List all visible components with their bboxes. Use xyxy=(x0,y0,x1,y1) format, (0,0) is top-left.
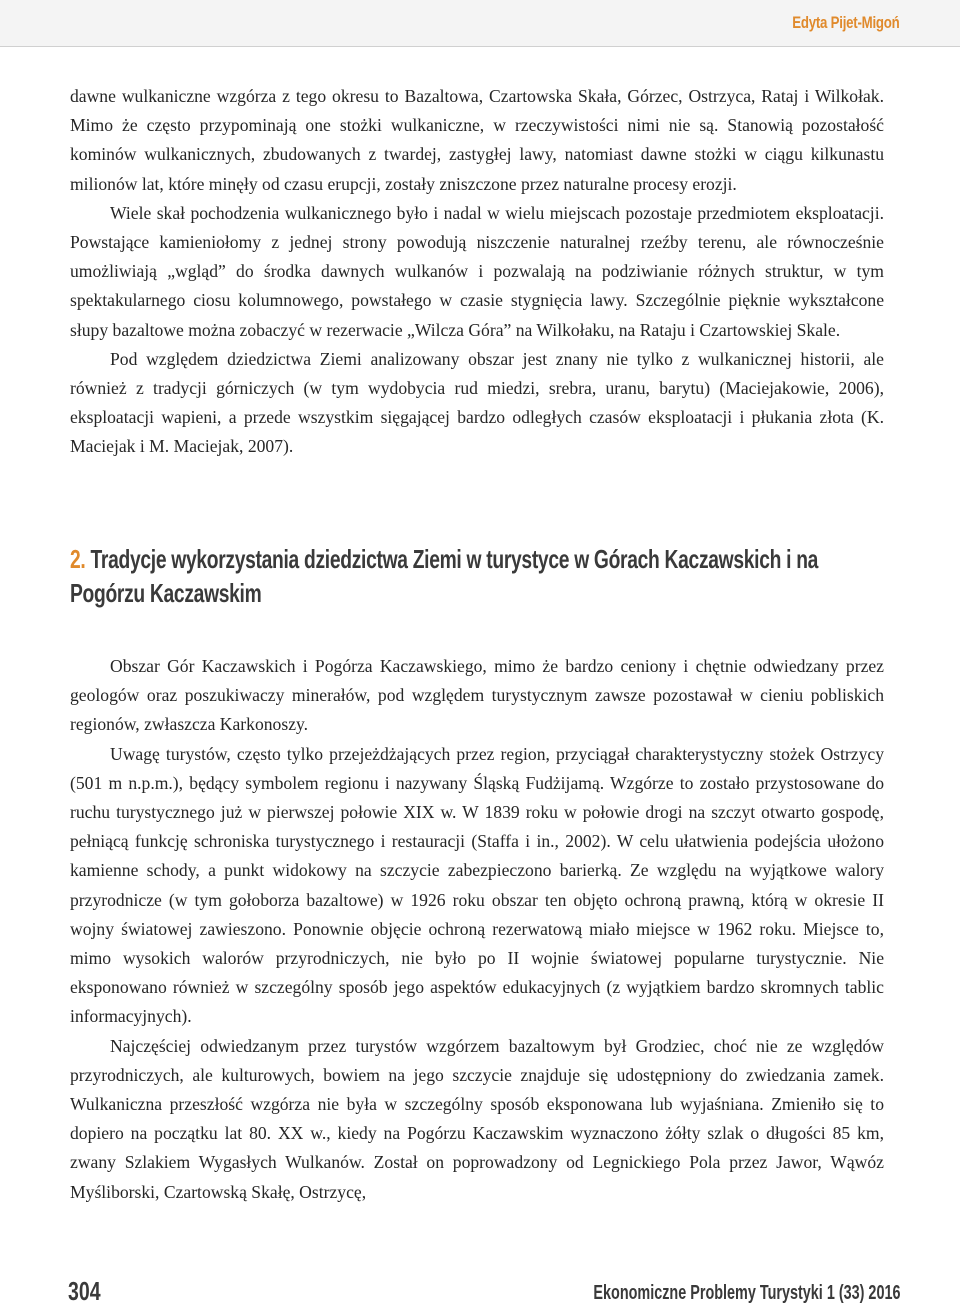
section-title: Tradycje wykorzystania dziedzictwa Ziemi w turystyce w Górach Kaczawskich i na Pogórzu Kaczawskim xyxy=(70,544,819,608)
journal-title: Ekonomiczne Problemy Turystyki 1 (33) 2016 xyxy=(592,1282,900,1304)
page-number: 304 xyxy=(68,1276,101,1306)
section-heading xyxy=(70,542,884,610)
paragraph: Pod względem dziedzictwa Ziemi analizowany obszar jest znany nie tylko z wulkanicznej historii, ale również z tradycji górniczych (w tym wydobycia rud miedzi, srebra, uranu, barytu) (Maciejakowie, 2006), eksploatacji wapieni, a przede wszystkim sięgającej bardzo odległych czasów eksploatacji i płukania złota (K. Maciejak i M. Maciejak, 2007). xyxy=(70,348,884,457)
running-header xyxy=(0,0,960,47)
header-author: Edyta Pijet-Migoń xyxy=(792,13,900,32)
paragraph: Najczęściej odwiedzanym przez turystów wzgórzem bazaltowym był Grodziec, choć nie ze względów przyrodniczych, ale kulturowych, bowiem na jego szczycie znajduje się udostępniony do zwiedzania zamek. Wulkaniczna przeszłość wzgórza nie była w szczególny sposób eksponowana lub wyjaśniana. Zmieniło się to dopiero na początku lat 80. XX w., kiedy na Pogórzu Kaczawskim wyznaczono żółty szlak o długości 85 km, zwany Szlakiem Wygasłych Wulkanów. Został on poprowadzony od Legnickiego Pola przez Jawor, Wąwóz Myśliborski, Czartowską Skałę, Ostrzycę, xyxy=(70,1035,884,1202)
paragraph: Wiele skał pochodzenia wulkanicznego było i nadal w wielu miejscach pozostaje przedmiotem eksploatacji. Powstające kamieniołomy z jednej strony powodują niszczenie naturalnej rzeźby terenu, ale równocześnie umożliwiają „wgląd” do środka dawnych wulkanów i pozwalają na podziwianie różnych struktur, w tym spektakularnego ciosu kolumnowego, powstałego w czasie stygnięcia lawy. Szczególnie pięknie wykształcone słupy bazaltowe można zobaczyć w rezerwacie „Wilcza Góra” na Wilkołaku, na Rataju i Czartowskiej Skale. xyxy=(70,202,884,340)
paragraph: dawne wulkaniczne wzgórza z tego okresu to Bazaltowa, Czartowska Skała, Górzec, Ostrzyca, Rataj i Wilkołak. Mimo że często przypominają one stożki wulkaniczne, w rzeczywistości nimi nie są. Stanowią pozostałość kominów wulkanicznych, zbudowanych z twardej, zastygłej lawy, natomiast dawne stożki w ciągu kilkunastu milionów lat, które minęły od czasu erupcji, zostały zniszczone przez naturalne procesy erozji. xyxy=(70,86,884,194)
section-number: 2. xyxy=(70,544,86,574)
section-2-body xyxy=(70,652,884,1207)
paragraph: Uwagę turystów, często tylko przejeżdżających przez region, przyciągał charakterystyczny stożek Ostrzycy (501 m n.p.m.), będący symbolem regionu i nazywany Śląską Fudżijamą. Wzgórze to zostało przystosowane do ruchu turystycznego już w pierwszej połowie XIX w. W 1839 roku w połowie drogi na szczyt otwarto gospodę, pełniącą funkcję schroniska turystycznego i restauracji (Staffa i in., 2002). W celu ułatwienia podejścia ułożono kamienne schody, a punkt widokowy na szczycie zabezpieczono barierką. Ze względu na wyjątkowe walory przyrodnicze (w tym gołoborza bazaltowe) w 1926 roku obszar ten objęto ochroną prawną, którą w okresie II wojny światowej zawieszono. Ponownie objęcie ochroną rezerwatową miało miejsce w 1962 roku. Miejsce to, mimo wysokich walorów przyrodniczych, nie było po II wojnie światowej popularne turystycznie. Nie eksponowano również w szczególny sposób jego aspektów edukacyjnych (z wyjątkiem bardzo skromnych tablic informacyjnych). xyxy=(70,743,884,1027)
paragraph: Obszar Gór Kaczawskich i Pogórza Kaczawskiego, mimo że bardzo ceniony i chętnie odwiedzany przez geologów oraz poszukiwaczy minerałów, pod względem turystycznym zawsze pozostawał w cieniu pobliskich regionów, zwłaszcza Karkonoszy. xyxy=(70,656,884,735)
section-1-body xyxy=(70,82,884,462)
